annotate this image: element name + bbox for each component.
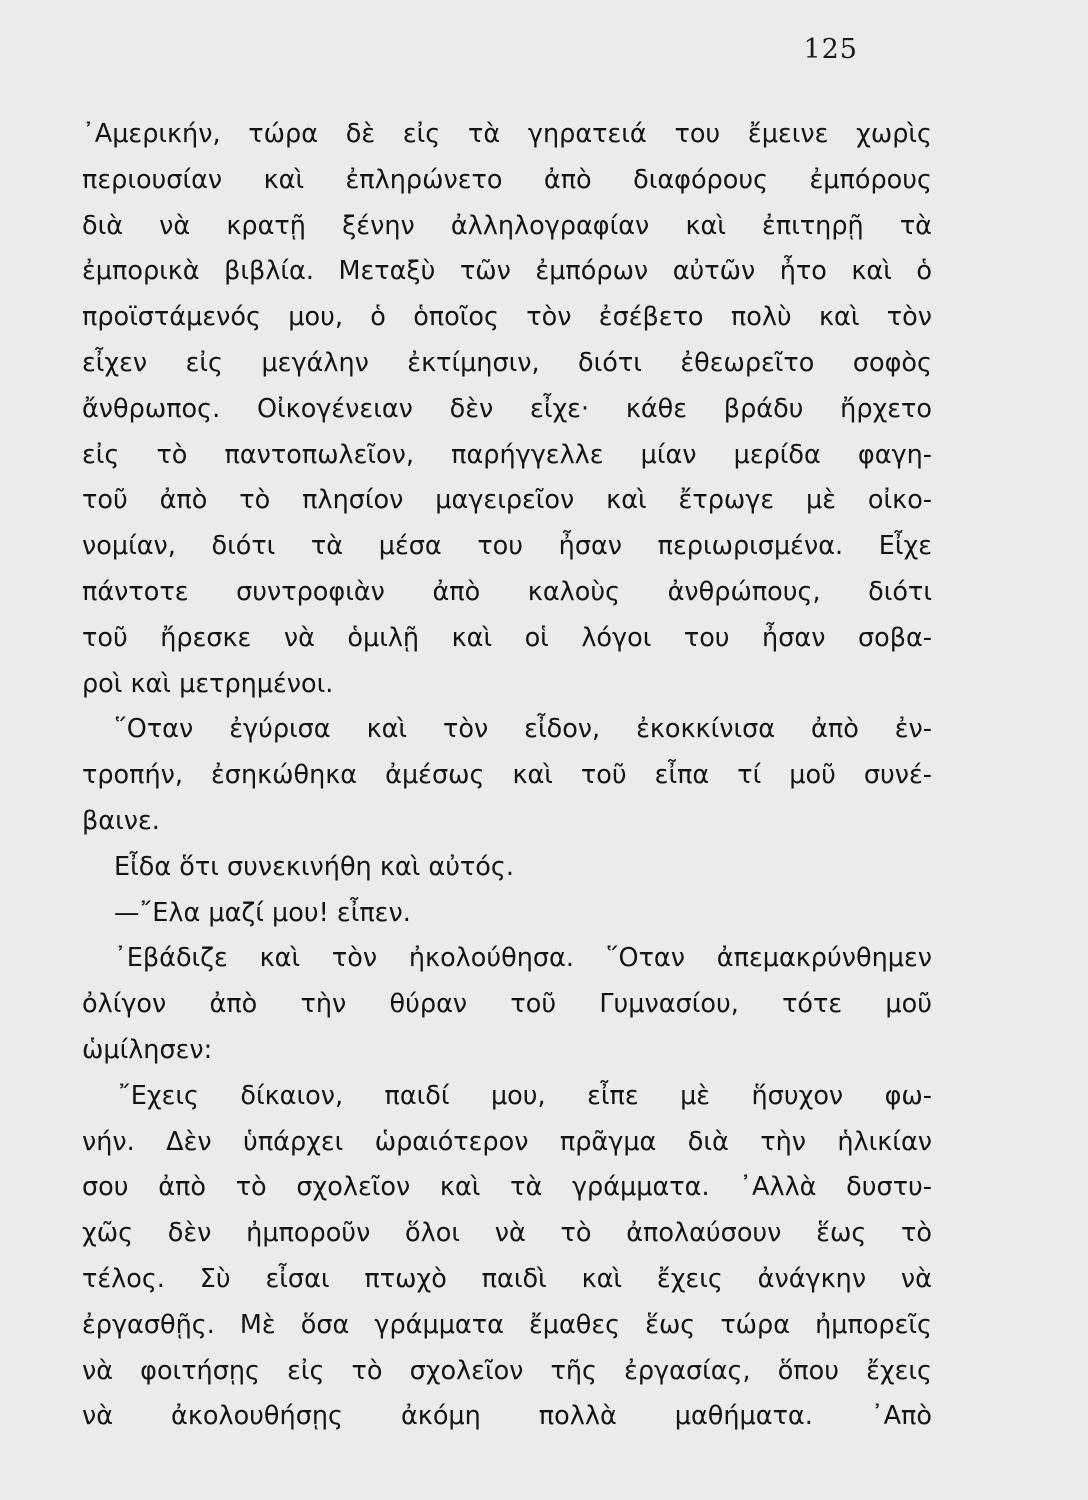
text-line: τέλος. Σὺ εἶσαι πτωχὸ παιδὶ καὶ ἔχεις ἀνάγκην νὰ xyxy=(82,1263,932,1294)
text-line: τροπήν, ἐσηκώθηκα ἀμέσως καὶ τοῦ εἶπα τί μοῦ συνέ- xyxy=(82,760,932,791)
text-line: ἐμπορικὰ βιβλία. Μεταξὺ τῶν ἐμπόρων αὐτῶν ἦτο καὶ ὁ xyxy=(82,256,932,287)
text-line: Εἶδα ὅτι συνεκινήθη καὶ αὐτός. xyxy=(114,851,514,882)
text-line: διὰ νὰ κρατῇ ξένην ἀλληλογραφίαν καὶ ἐπιτηρῇ τὰ xyxy=(82,210,932,241)
text-line: βαινε. xyxy=(82,805,160,836)
text-line: εἶχεν εἰς μεγάλην ἐκτίμησιν, διότι ἐθεωρεῖτο σοφὸς xyxy=(82,347,932,378)
text-line: ἄνθρωπος. Οἰκογένειαν δὲν εἶχε· κάθε βράδυ ἤρχετο xyxy=(82,393,932,424)
text-line: ὀλίγον ἀπὸ τὴν θύραν τοῦ Γυμνασίου, τότε μοῦ xyxy=(82,989,932,1020)
text-line: νομίαν, διότι τὰ μέσα του ἦσαν περιωρισμένα. Εἶχε xyxy=(82,531,932,562)
text-line: χῶς δὲν ἠμποροῦν ὅλοι νὰ τὸ ἀπολαύσουν ἕως τὸ xyxy=(82,1218,932,1249)
text-line: νὰ φοιτήσῃς εἰς τὸ σχολεῖον τῆς ἐργασίας, ὅπου ἔχεις xyxy=(82,1355,932,1386)
text-line: ροὶ καὶ μετρημένοι. xyxy=(82,668,334,699)
text-line: ἐργασθῇς. Μὲ ὅσα γράμματα ἔμαθες ἕως τώρα ἠμπορεῖς xyxy=(82,1309,932,1340)
text-line: ᾿Εβάδιζε καὶ τὸν ἠκολούθησα. ῞Οταν ἀπεμακρύνθημεν xyxy=(114,943,932,974)
text-line: —῎Ελα μαζί μου! εἶπεν. xyxy=(114,897,411,928)
text-line: εἰς τὸ παντοπωλεῖον, παρήγγελλε μίαν μερίδα φαγη- xyxy=(82,439,932,470)
text-line: τοῦ ἤρεσκε νὰ ὁμιλῇ καὶ οἱ λόγοι του ἦσαν σοβα- xyxy=(82,622,932,653)
text-line: ῞Οταν ἐγύρισα καὶ τὸν εἶδον, ἐκοκκίνισα ἀπὸ ἐν- xyxy=(114,714,932,745)
text-line: τοῦ ἀπὸ τὸ πλησίον μαγειρεῖον καὶ ἔτρωγε μὲ οἰκο- xyxy=(82,485,932,516)
text-line: ᾿Αμερικήν, τώρα δὲ εἰς τὰ γηρατειά του ἔμεινε χωρὶς xyxy=(82,119,932,149)
text-line: περιουσίαν καὶ ἐπληρώνετο ἀπὸ διαφόρους ἐμπόρους xyxy=(82,164,932,195)
body-text xyxy=(82,112,932,1440)
text-line: σου ἀπὸ τὸ σχολεῖον καὶ τὰ γράμματα. ᾿Αλλὰ δυστυ- xyxy=(82,1172,932,1203)
text-line: νήν. Δὲν ὑπάρχει ὡραιότερον πρᾶγμα διὰ τὴν ἡλικίαν xyxy=(82,1126,932,1157)
page-number: 125 xyxy=(803,34,858,65)
text-line: ῎Εχεις δίκαιον, παιδί μου, εἶπε μὲ ἥσυχον φω- xyxy=(118,1080,932,1111)
text-line: νὰ ἀκολουθήσῃς ἀκόμη πολλὰ μαθήματα. ᾿Απὸ xyxy=(82,1401,932,1432)
text-line: ὡμίλησεν: xyxy=(82,1034,213,1065)
text-line: πάντοτε συντροφιὰν ἀπὸ καλοὺς ἀνθρώπους, διότι xyxy=(82,576,932,607)
text-line: προϊστάμενός μου, ὁ ὁποῖος τὸν ἐσέβετο πολὺ καὶ τὸν xyxy=(82,302,932,333)
